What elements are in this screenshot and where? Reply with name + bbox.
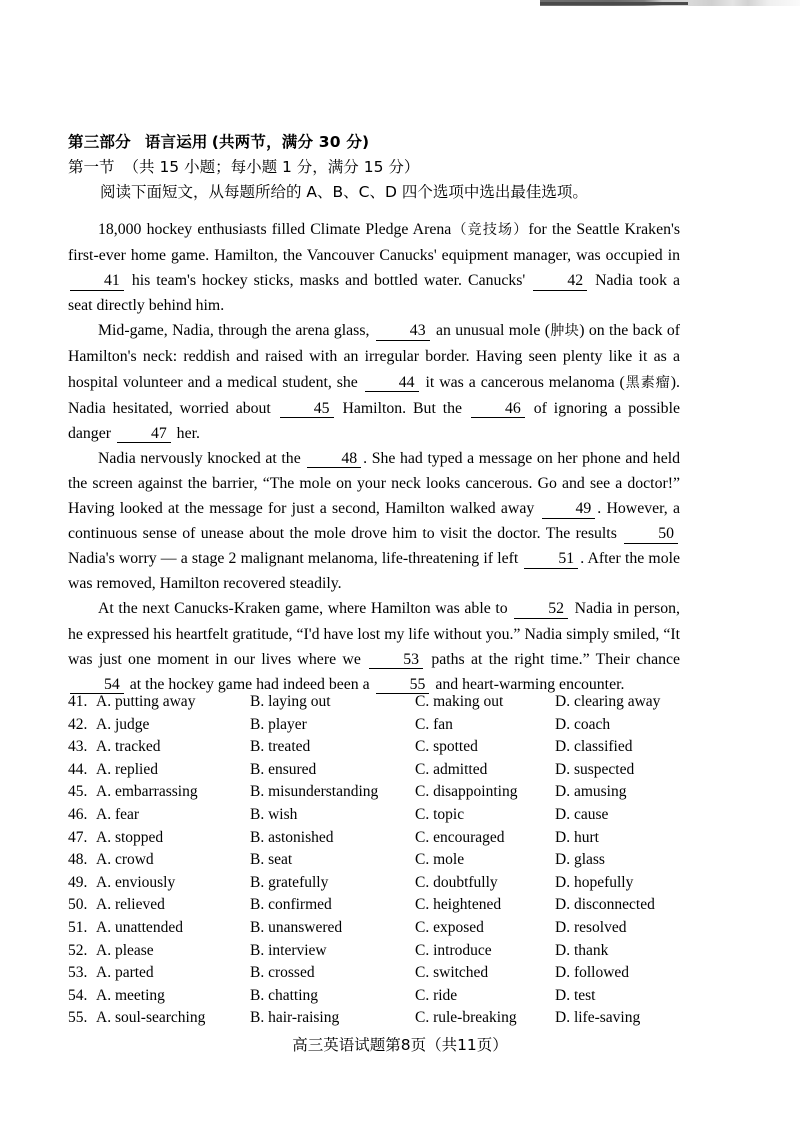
question-number-47: 47. bbox=[68, 828, 88, 846]
option-c-52[interactable]: C. introduce bbox=[415, 941, 492, 959]
option-c-48[interactable]: C. mole bbox=[415, 851, 465, 869]
option-c-54[interactable]: C. ride bbox=[415, 986, 458, 1004]
page-footer: 高三英语试题第8页（共11页） bbox=[292, 1036, 508, 1054]
options-list bbox=[68, 691, 688, 1030]
question-number-55: 55. bbox=[68, 1009, 88, 1027]
option-c-46[interactable]: C. topic bbox=[415, 805, 465, 823]
option-d-52[interactable]: D. thank bbox=[555, 941, 609, 959]
passage-paragraph: At the next Canucks-Kraken game, where Hamilton was able to 52 Nadia in person, he expressed his heartfelt gratitude, “I'd have lost my life without you.” Nadia simply smiled, “It was just one moment in our lives where we 53 paths at the right time.” Their chance 54 at the hockey game had indeed been a 55 and heart-warming encounter. bbox=[68, 600, 681, 693]
cloze-blank-49[interactable]: 49 bbox=[542, 501, 596, 519]
option-a-42[interactable]: A. judge bbox=[96, 715, 150, 733]
option-d-45[interactable]: D. amusing bbox=[555, 783, 627, 801]
option-a-46[interactable]: A. fear bbox=[96, 805, 140, 823]
chinese-gloss: （竞技场） bbox=[451, 222, 529, 238]
cloze-blank-44[interactable]: 44 bbox=[365, 375, 419, 393]
cloze-blank-52[interactable]: 52 bbox=[514, 601, 568, 619]
cloze-blank-54[interactable]: 54 bbox=[70, 677, 124, 695]
option-b-49[interactable]: B. gratefully bbox=[250, 873, 329, 891]
question-number-44: 44. bbox=[68, 760, 88, 778]
option-c-42[interactable]: C. fan bbox=[415, 715, 453, 733]
option-b-41[interactable]: B. laying out bbox=[250, 693, 331, 710]
instruction-text: 阅读下面短文，从每题所给的 A、B、C、D 四个选项中选出最佳选项。 bbox=[100, 183, 588, 201]
subsection-heading bbox=[68, 155, 680, 180]
option-a-48[interactable]: A. crowd bbox=[96, 851, 154, 869]
option-d-41[interactable]: D. clearing away bbox=[555, 693, 661, 710]
option-b-46[interactable]: B. wish bbox=[250, 805, 298, 823]
option-d-51[interactable]: D. resolved bbox=[555, 918, 627, 936]
cloze-blank-42[interactable]: 42 bbox=[533, 273, 587, 291]
question-number-42: 42. bbox=[68, 715, 88, 733]
section-part-label: 第三部分 bbox=[68, 133, 131, 151]
subsection-detail: （共 15 小题；每小题 1 分，满分 15 分） bbox=[123, 158, 420, 176]
option-a-52[interactable]: A. please bbox=[96, 941, 154, 959]
question-number-54: 54. bbox=[68, 986, 88, 1004]
option-row bbox=[68, 714, 688, 737]
option-c-41[interactable]: C. making out bbox=[415, 693, 504, 710]
option-c-47[interactable]: C. encouraged bbox=[415, 828, 505, 846]
option-c-49[interactable]: C. doubtfully bbox=[415, 873, 498, 891]
option-row bbox=[68, 940, 688, 963]
question-number-43: 43. bbox=[68, 738, 88, 756]
question-number-53: 53. bbox=[68, 964, 88, 982]
page-content bbox=[68, 130, 680, 697]
option-d-48[interactable]: D. glass bbox=[555, 851, 605, 869]
cloze-blank-53[interactable]: 53 bbox=[369, 652, 423, 670]
passage-paragraph: Nadia nervously knocked at the 48 . She had typed a message on her phone and held the screen against the barrier, “The mole on your neck looks cancerous. Go and see a doctor!” Having looked at the message for just a second, Hamilton walked away 49 . However, a continuous sense of unease about the mole drove him to visit the doctor. The results 50 Nadia's worry — a stage 2 malignant melanoma, life-threatening if left 51 . After the mole was removed, Hamilton recovered steadily. bbox=[68, 449, 680, 593]
option-b-54[interactable]: B. chatting bbox=[250, 986, 319, 1004]
option-b-48[interactable]: B. seat bbox=[250, 851, 293, 869]
cloze-passage bbox=[68, 217, 680, 697]
option-d-54[interactable]: D. test bbox=[555, 986, 596, 1004]
option-c-55[interactable]: C. rule-breaking bbox=[415, 1009, 517, 1027]
question-number-49: 49. bbox=[68, 873, 88, 891]
option-row bbox=[68, 872, 688, 895]
subsection-label: 第一节 bbox=[68, 158, 115, 176]
cloze-blank-46[interactable]: 46 bbox=[471, 401, 525, 419]
option-d-50[interactable]: D. disconnected bbox=[555, 896, 655, 914]
option-row bbox=[68, 985, 688, 1008]
question-number-52: 52. bbox=[68, 941, 88, 959]
option-c-50[interactable]: C. heightened bbox=[415, 896, 502, 914]
option-row bbox=[68, 804, 688, 827]
option-d-49[interactable]: D. hopefully bbox=[555, 873, 634, 891]
question-number-41: 41. bbox=[68, 693, 88, 710]
option-b-55[interactable]: B. hair-raising bbox=[250, 1009, 340, 1027]
passage-paragraph: 18,000 hockey enthusiasts filled Climate Pledge Arena（竞技场）for the Seattle Kraken's first-ever home game. Hamilton, the Vancouver Canucks' equipment manager, was occupied in 41 his team's hockey sticks, masks and bottled water. Canucks' 42 Nadia took a seat directly behind him. bbox=[68, 221, 680, 315]
option-b-42[interactable]: B. player bbox=[250, 715, 307, 733]
chinese-gloss: 黑素瘤 bbox=[624, 374, 671, 391]
option-b-50[interactable]: B. confirmed bbox=[250, 896, 332, 914]
option-a-47[interactable]: A. stopped bbox=[96, 828, 164, 846]
option-d-44[interactable]: D. suspected bbox=[555, 760, 635, 778]
option-row bbox=[68, 894, 688, 917]
section-title: 语言运用 bbox=[144, 133, 208, 151]
option-a-43[interactable]: A. tracked bbox=[96, 738, 161, 756]
cloze-blank-50[interactable]: 50 bbox=[624, 526, 678, 544]
section-score: (共两节，满分 30 分) bbox=[211, 133, 370, 151]
option-b-52[interactable]: B. interview bbox=[250, 941, 327, 959]
option-c-51[interactable]: C. exposed bbox=[415, 918, 484, 936]
option-row bbox=[68, 849, 688, 872]
option-d-55[interactable]: D. life-saving bbox=[555, 1009, 641, 1027]
option-d-47[interactable]: D. hurt bbox=[555, 828, 599, 846]
option-row bbox=[68, 827, 688, 850]
option-b-53[interactable]: B. crossed bbox=[250, 964, 315, 982]
option-b-44[interactable]: B. ensured bbox=[250, 760, 317, 778]
question-number-48: 48. bbox=[68, 851, 88, 869]
option-row bbox=[68, 917, 688, 940]
option-a-50[interactable]: A. relieved bbox=[96, 896, 165, 914]
option-row bbox=[68, 736, 688, 759]
option-a-49[interactable]: A. enviously bbox=[96, 873, 176, 891]
option-b-45[interactable]: B. misunderstanding bbox=[250, 783, 379, 801]
option-c-43[interactable]: C. spotted bbox=[415, 738, 478, 756]
option-a-54[interactable]: A. meeting bbox=[96, 986, 165, 1004]
option-a-55[interactable]: A. soul-searching bbox=[96, 1009, 206, 1027]
passage-paragraph: Mid-game, Nadia, through the arena glass, 43 an unusual mole (肿块) on the back of Hamilton's neck: reddish and raised with an irregular border. Having seen plenty like it as a hospital volunteer and a medical student, she 44 it was a cancerous melanoma (黑素瘤). Nadia hesitated, worried about 45 Hamilton. But the 46 of ignoring a possible danger 47 her. bbox=[68, 322, 681, 442]
cloze-blank-55[interactable]: 55 bbox=[376, 677, 430, 695]
option-row bbox=[68, 691, 688, 714]
option-d-53[interactable]: D. followed bbox=[555, 964, 630, 982]
option-a-45[interactable]: A. embarrassing bbox=[96, 783, 198, 801]
option-b-47[interactable]: B. astonished bbox=[250, 828, 334, 846]
option-a-44[interactable]: A. replied bbox=[96, 760, 158, 778]
option-a-51[interactable]: A. unattended bbox=[96, 918, 183, 936]
option-row bbox=[68, 759, 688, 782]
question-number-51: 51. bbox=[68, 918, 88, 936]
option-row bbox=[68, 781, 688, 804]
option-d-42[interactable]: D. coach bbox=[555, 715, 611, 733]
option-c-53[interactable]: C. switched bbox=[415, 964, 489, 982]
question-number-46: 46. bbox=[68, 805, 88, 823]
question-number-45: 45. bbox=[68, 783, 88, 801]
cloze-blank-47[interactable]: 47 bbox=[117, 426, 171, 444]
chinese-gloss: 肿块 bbox=[549, 323, 580, 340]
cloze-blank-51[interactable]: 51 bbox=[524, 551, 578, 569]
option-d-43[interactable]: D. classified bbox=[555, 738, 633, 756]
option-b-43[interactable]: B. treated bbox=[250, 738, 311, 756]
option-a-53[interactable]: A. parted bbox=[96, 964, 154, 982]
option-b-51[interactable]: B. unanswered bbox=[250, 918, 343, 936]
option-c-44[interactable]: C. admitted bbox=[415, 760, 488, 778]
section-heading bbox=[68, 130, 680, 155]
option-row bbox=[68, 962, 688, 985]
option-row bbox=[68, 1007, 688, 1030]
option-a-41[interactable]: A. putting away bbox=[96, 693, 196, 710]
cloze-blank-48[interactable]: 48 bbox=[307, 451, 361, 469]
option-d-46[interactable]: D. cause bbox=[555, 805, 609, 823]
question-number-50: 50. bbox=[68, 896, 88, 914]
cloze-blank-41[interactable]: 41 bbox=[70, 273, 124, 291]
cloze-blank-45[interactable]: 45 bbox=[280, 401, 334, 419]
option-c-45[interactable]: C. disappointing bbox=[415, 783, 518, 801]
cloze-blank-43[interactable]: 43 bbox=[376, 323, 430, 341]
